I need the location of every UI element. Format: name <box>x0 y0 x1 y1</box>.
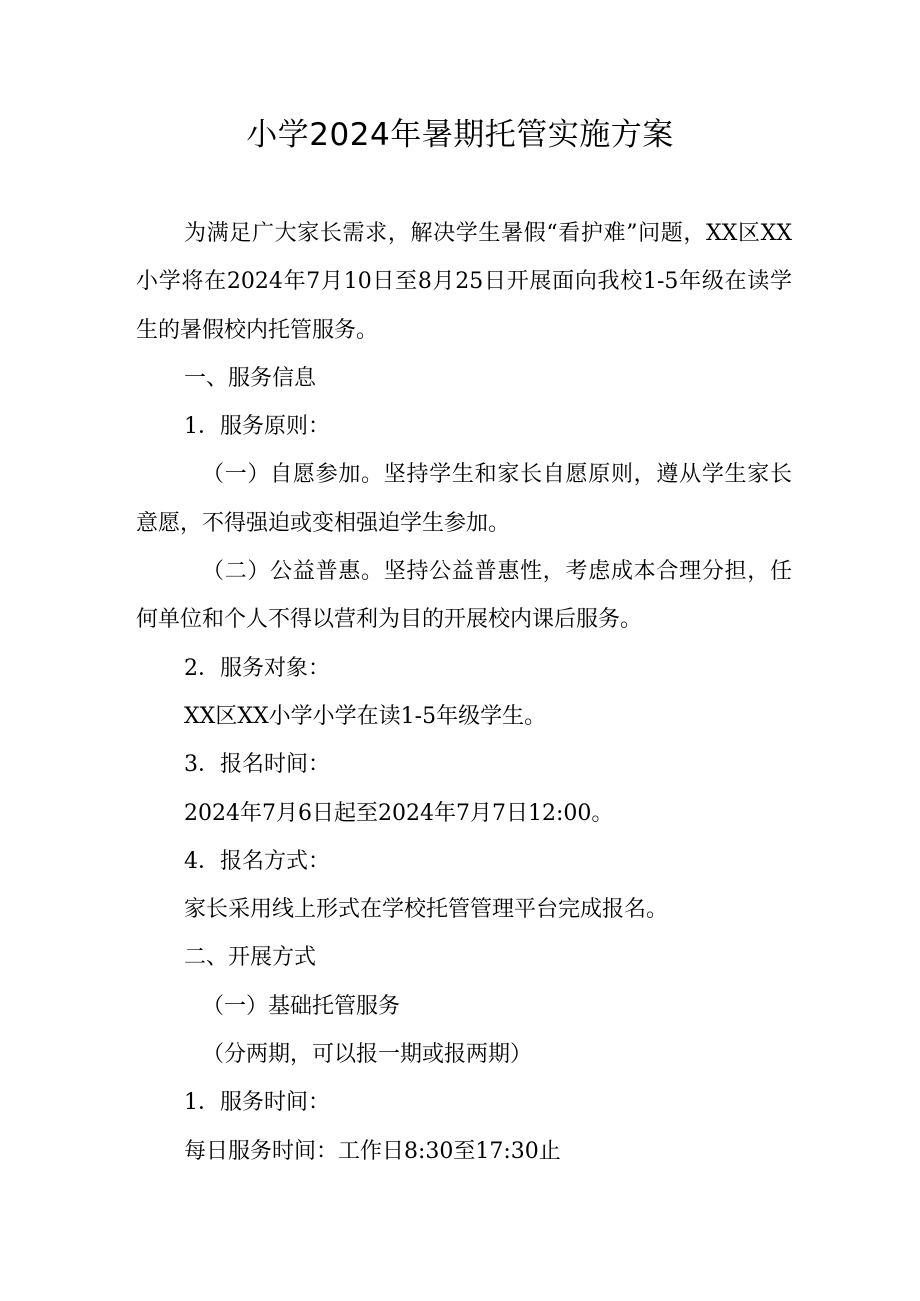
paragraph: （一）基础托管服务 <box>202 993 401 1019</box>
document-body <box>136 210 792 1176</box>
paragraph: 为满足广大家长需求，解决学生暑假“看护难”问题，XX区XX小学将在2024年7月10日至8月25日开展面向我校1-5年级在读学生的暑假校内托管服务。 <box>136 221 792 343</box>
paragraph: （二）公益普惠。坚持公益普惠性，考虑成本合理分担，任何单位和个人不得以营利为目的开展校内课后服务。 <box>136 559 792 633</box>
paragraph: XX区XX小学小学在读1-5年级学生。 <box>184 703 547 729</box>
paragraph: 1．服务时间： <box>184 1090 330 1116</box>
paragraph: 一、服务信息 <box>184 365 317 391</box>
paragraph: 2024年7月6日起至2024年7月7日12:00。 <box>184 800 614 826</box>
document-title: 小学2024年暑期托管实施方案 <box>246 117 674 153</box>
paragraph: 4．报名方式： <box>184 848 330 874</box>
paragraph: （一）自愿参加。坚持学生和家长自愿原则，遵从学生家长意愿，不得强迫或变相强迫学生参加。 <box>136 462 792 536</box>
paragraph: 家长采用线上形式在学校托管管理平台完成报名。 <box>184 897 669 923</box>
paragraph: 2．服务对象： <box>184 655 330 681</box>
paragraph: 二、开展方式 <box>184 945 317 971</box>
paragraph: （分两期，可以报一期或报两期） <box>202 1042 533 1068</box>
paragraph: 3．报名时间： <box>184 752 330 778</box>
paragraph: 1．服务原则： <box>184 414 330 440</box>
paragraph: 每日服务时间：工作日8:30至17:30止 <box>184 1138 561 1164</box>
